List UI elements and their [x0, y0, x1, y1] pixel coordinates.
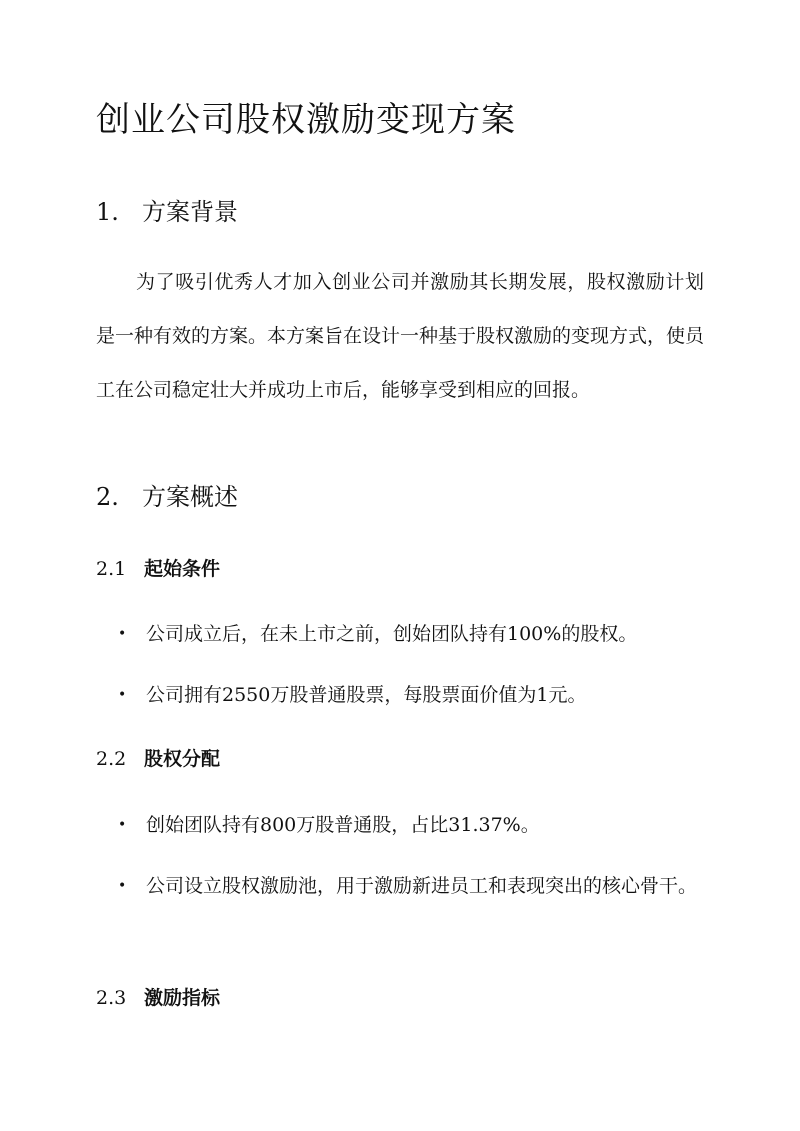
- bullet-dot: •: [118, 626, 127, 642]
- subsection-title: 起始条件: [144, 558, 221, 580]
- section-title: 方案概述: [142, 483, 238, 511]
- subsection-number: 2.2: [96, 748, 127, 770]
- document-title: 创业公司股权激励变现方案: [96, 100, 516, 140]
- subsection-heading-incentive-metrics: [96, 985, 220, 1011]
- list-item-text: 公司设立股权激励池，用于激励新进员工和表现突出的核心骨干。: [146, 875, 698, 897]
- list-item: [118, 859, 708, 913]
- list-item: [118, 798, 708, 852]
- section-number: 2.: [96, 483, 119, 511]
- section-heading-overview: [96, 481, 238, 513]
- list-item-text: 创始团队持有800万股普通股，占比31.37%。: [146, 814, 540, 836]
- subsection-heading-initial-conditions: [96, 556, 220, 582]
- subsection-title: 股权分配: [144, 748, 221, 770]
- bullet-dot: •: [118, 817, 127, 833]
- background-paragraph: 为了吸引优秀人才加入创业公司并激励其长期发展，股权激励计划是一种有效的方案。本方案旨在设计一种基于股权激励的变现方式，使员工在公司稳定壮大并成功上市后，能够享受到相应的回报。: [96, 271, 705, 401]
- section-heading-background: [96, 196, 238, 228]
- subsection-number: 2.1: [96, 558, 127, 580]
- list-item-text: 公司拥有2550万股普通股票，每股票面价值为1元。: [146, 684, 587, 706]
- bullet-dot: •: [118, 687, 127, 703]
- section-title: 方案背景: [142, 198, 238, 226]
- bullet-dot: •: [118, 878, 127, 894]
- subsection-title: 激励指标: [144, 987, 221, 1009]
- list-item: [118, 607, 708, 661]
- subsection-heading-equity-allocation: [96, 746, 220, 772]
- list-item-text: 公司成立后，在未上市之前，创始团队持有100%的股权。: [146, 623, 638, 645]
- subsection-number: 2.3: [96, 987, 127, 1009]
- list-item: [118, 668, 708, 722]
- section-number: 1.: [96, 198, 119, 226]
